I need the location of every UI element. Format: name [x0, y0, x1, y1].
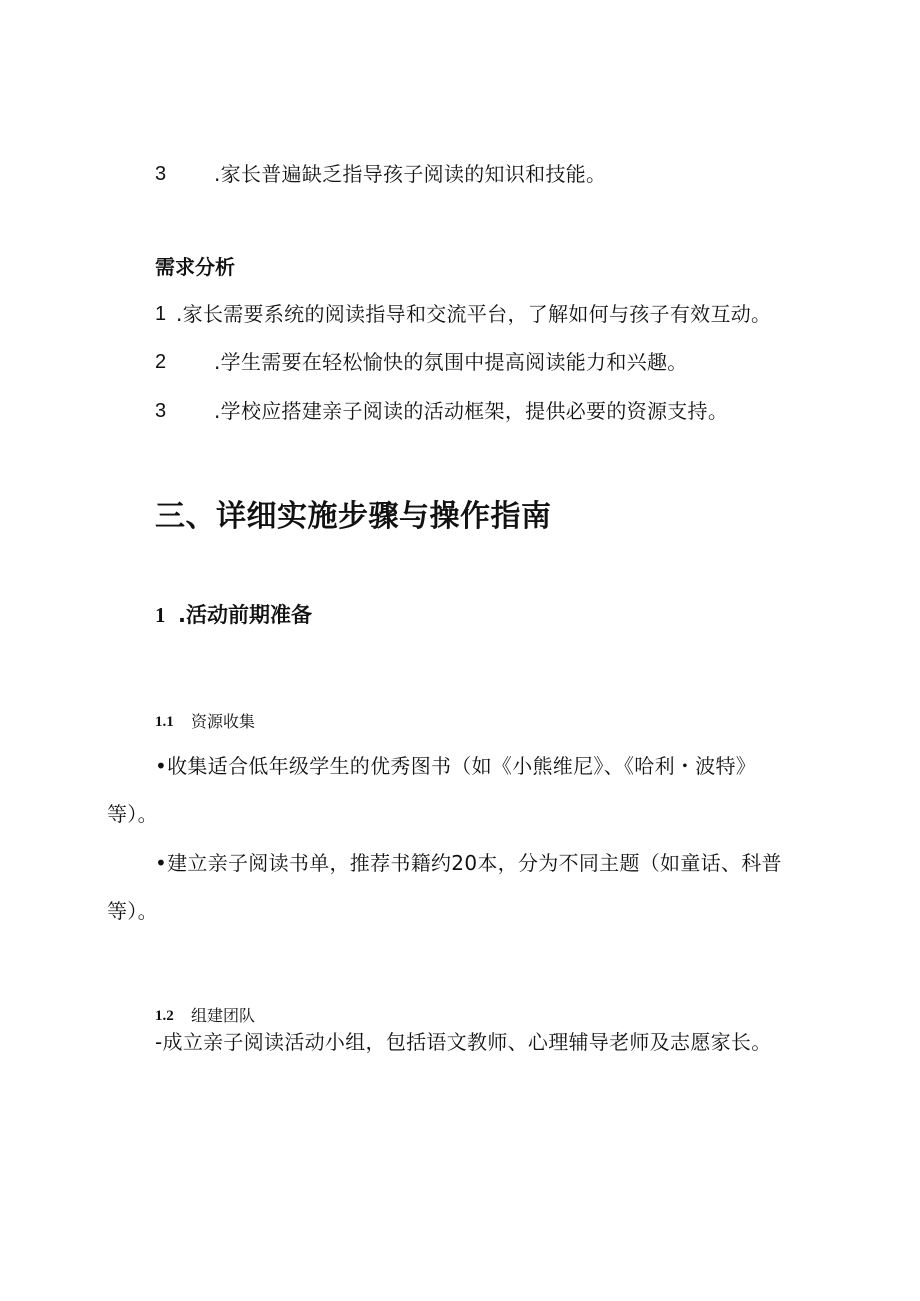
- list-number: 3: [155, 163, 167, 185]
- list-item-text: .学生需要在轻松愉快的氛围中提高阅读能力和兴趣。: [214, 350, 688, 374]
- needs-analysis-heading: 需求分析: [155, 255, 235, 279]
- minor-section-title: 组建团队: [191, 1006, 256, 1025]
- list-item-text: .家长需要系统的阅读指导和交流平台，了解如何与孩子有效互动。: [176, 302, 772, 326]
- bullet-line: •收集适合低年级学生的优秀图书（如《小熊维尼》、《哈利・波特》: [155, 754, 757, 778]
- minor-section-title: 资源收集: [191, 712, 256, 731]
- list-item-text: .家长普遍缺乏指导孩子阅读的知识和技能。: [214, 162, 607, 186]
- list-number: 1: [155, 303, 167, 325]
- list-number: 2: [155, 351, 167, 373]
- subsection-number: 1: [155, 603, 166, 627]
- bullet-line: 等）。: [107, 899, 158, 923]
- list-number: 3: [155, 400, 167, 422]
- bullet-line: •建立亲子阅读书单，推荐书籍约20本，分为不同主题（如童话、科普: [155, 851, 782, 875]
- body-line: -成立亲子阅读活动小组，包括语文教师、心理辅导老师及志愿家长。: [155, 1030, 772, 1054]
- subsection-title: .活动前期准备: [178, 603, 312, 627]
- list-item-text: .学校应搭建亲子阅读的活动框架，提供必要的资源支持。: [214, 399, 729, 423]
- minor-section-number: 1.1: [155, 714, 174, 730]
- minor-section-number: 1.2: [155, 1008, 174, 1024]
- section-title: 三、详细实施步骤与操作指南: [155, 499, 552, 534]
- bullet-line: 等）。: [107, 802, 158, 826]
